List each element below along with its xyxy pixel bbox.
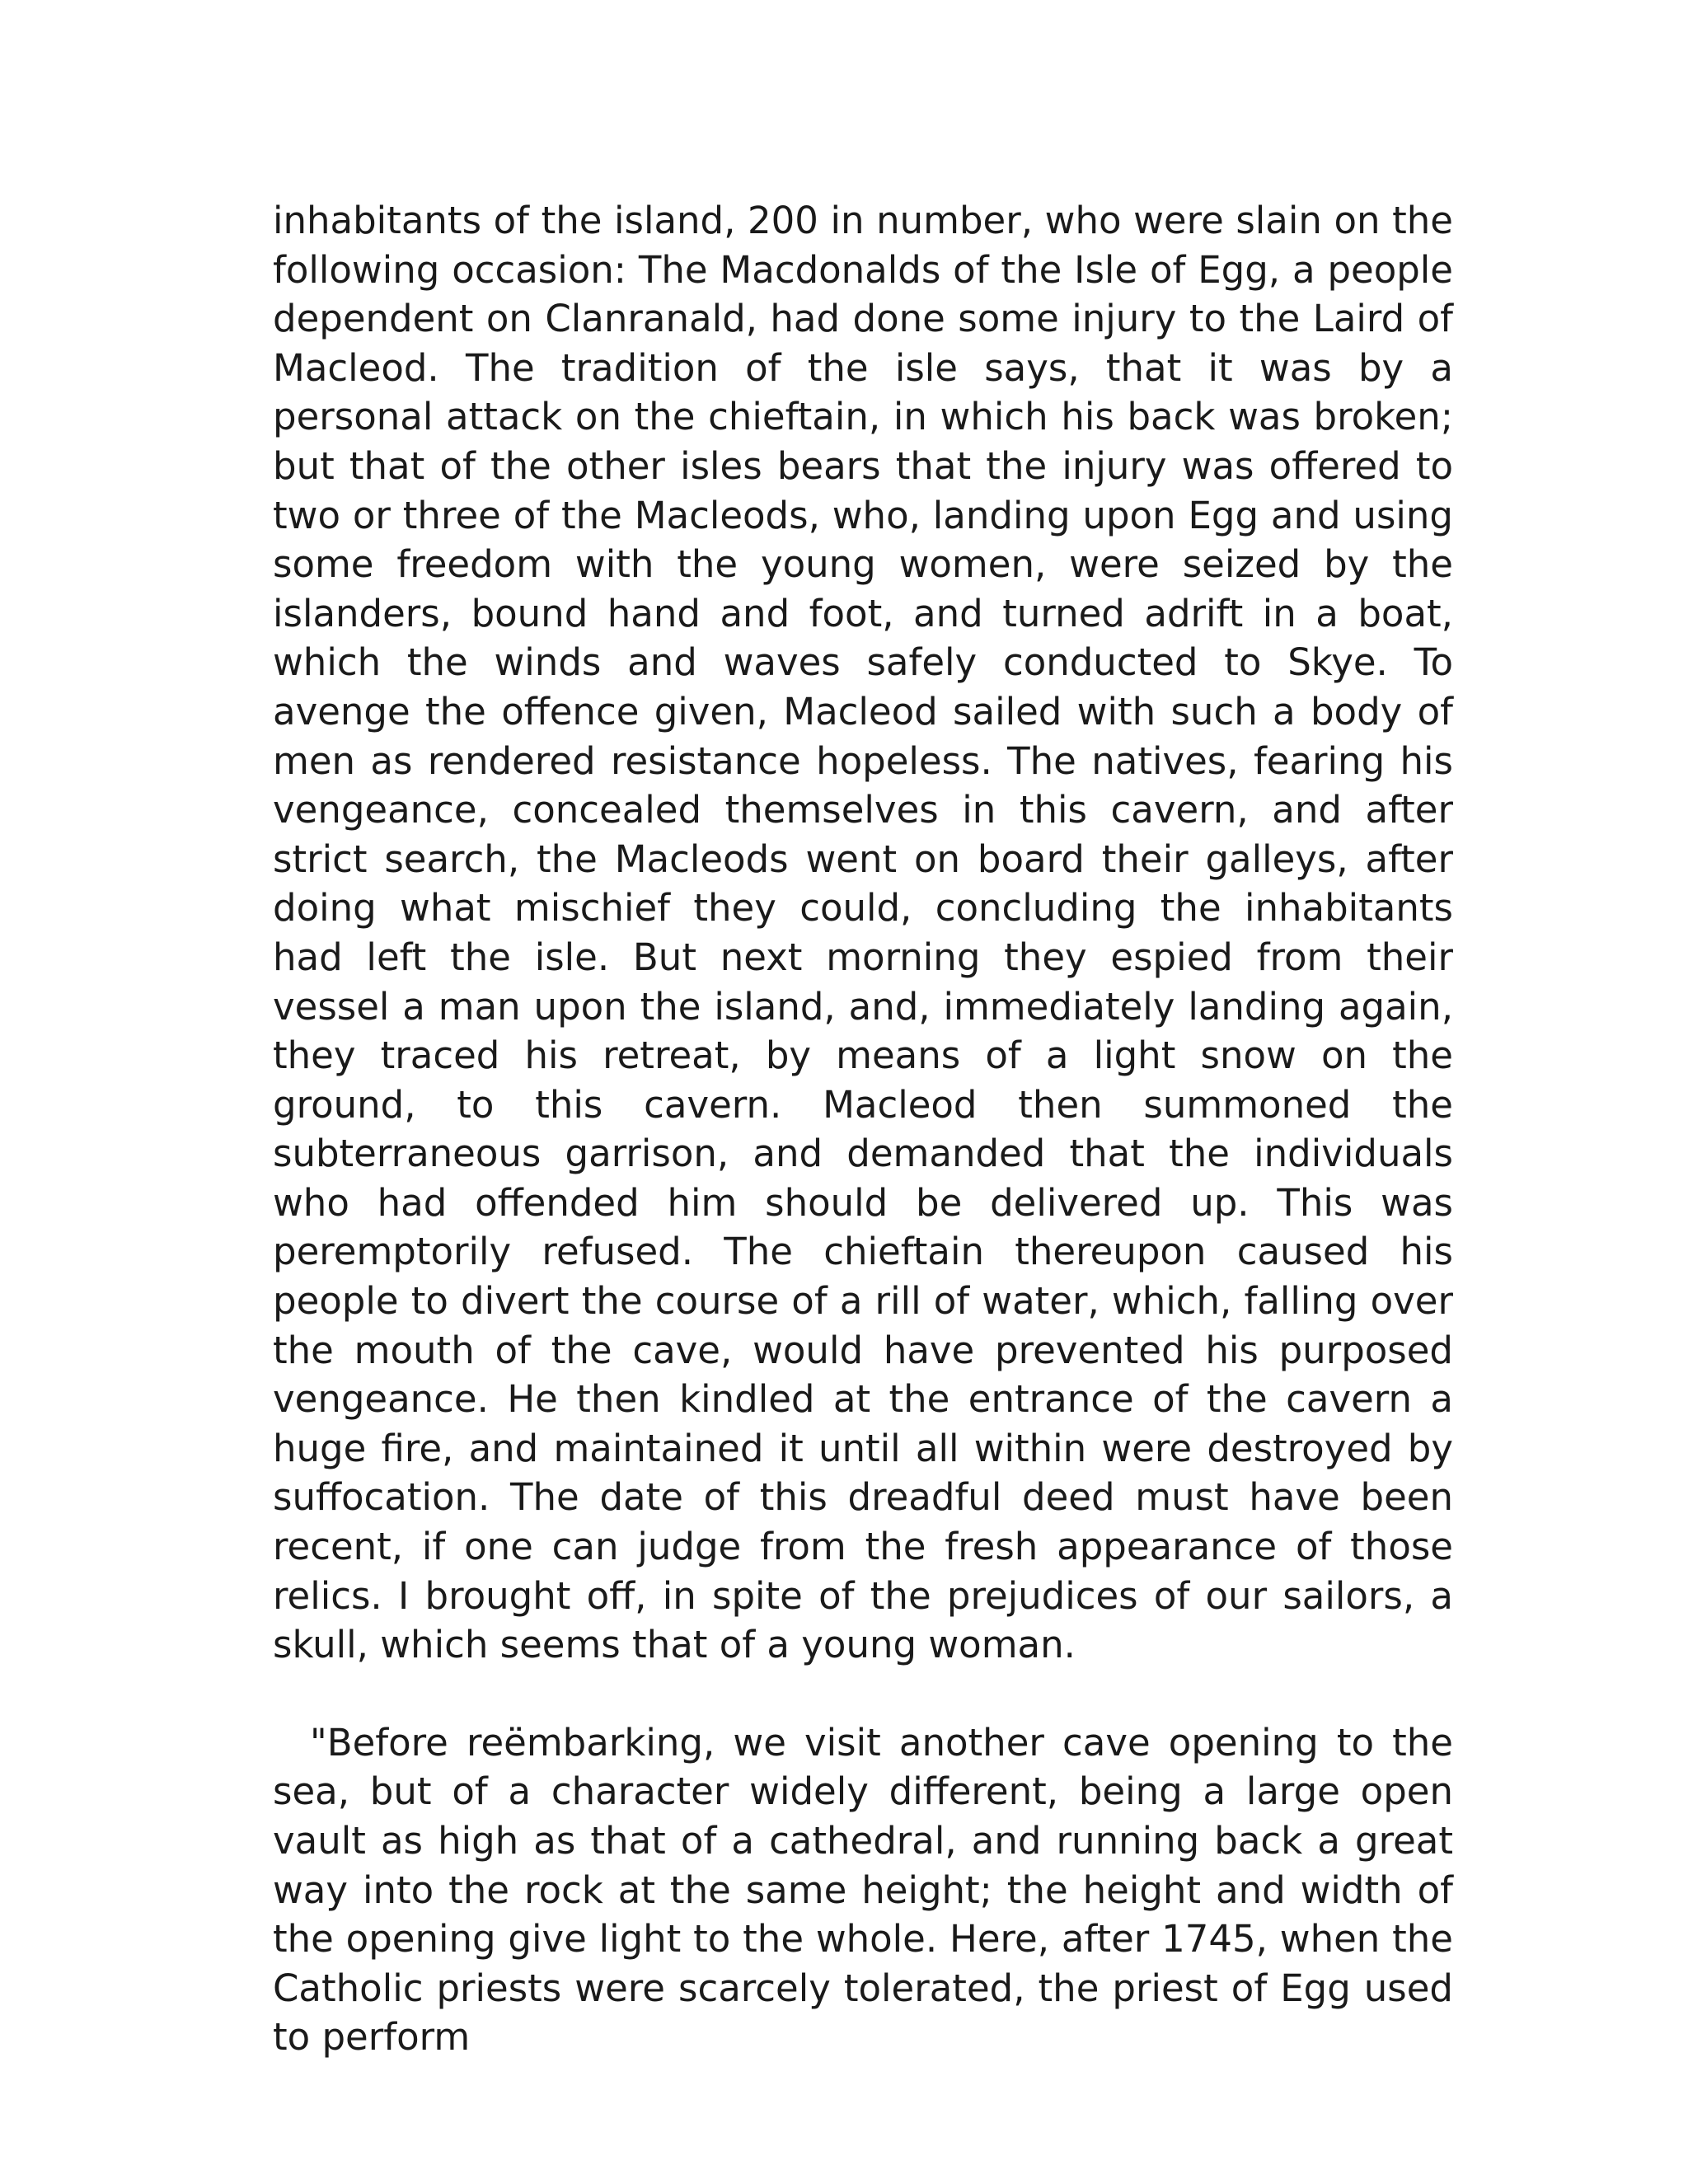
paragraph-second-cave: "Before reëmbarking, we visit another cave opening to the sea, but of a character widely different, being a large open vault as high as that of a cathedral, and running back a great way into the rock at the same height; the height and width of the opening give light to the whole. Here, after 1745, when the Catholic priests were scarcely tolerated, the priest of Egg used to perform xyxy=(273,1720,1453,2060)
paragraph-cavern-massacre: inhabitants of the island, 200 in number, who were slain on the following occasion: The Macdonalds of the Isle of Egg, a people dependent on Clanranald, had done some injury to the Laird of Macleod. The tradition of the isle says, that it was by a personal attack on the chieftain, in which his back was broken; but that of the other isles bears that the injury was offered to two or three of the Macleods, who, landing upon Egg and using some freedom with the young women, were seized by the islanders, bound hand and foot, and turned adrift in a boat, which the winds and waves safely conducted to Skye. To avenge the offence given, Macleod sailed with such a body of men as rendered resistance hopeless. The natives, fearing his vengeance, concealed themselves in this cavern, and after strict search, the Macleods went on board their galleys, after doing what mischief they could, concluding the inhabitants had left the isle. But next morning they espied from their vessel a man upon the island, and, immediately landing again, they traced his retreat, by means of a light snow on the ground, to this cavern. Macleod then summoned the subterraneous garrison, and demanded that the individuals who had offended him should be delivered up. This was peremptorily refused. The chieftain thereupon caused his people to divert the course of a rill of water, which, falling over the mouth of the cave, would have prevented his purposed vengeance. He then kindled at the entrance of the cavern a huge fire, and maintained it until all within were destroyed by suffocation. The date of this dreadful deed must have been recent, if one can judge from the fresh appearance of those relics. I brought off, in spite of the prejudices of our sailors, a skull, which seems that of a young woman. xyxy=(273,199,1453,1667)
body-text xyxy=(273,196,1453,2062)
